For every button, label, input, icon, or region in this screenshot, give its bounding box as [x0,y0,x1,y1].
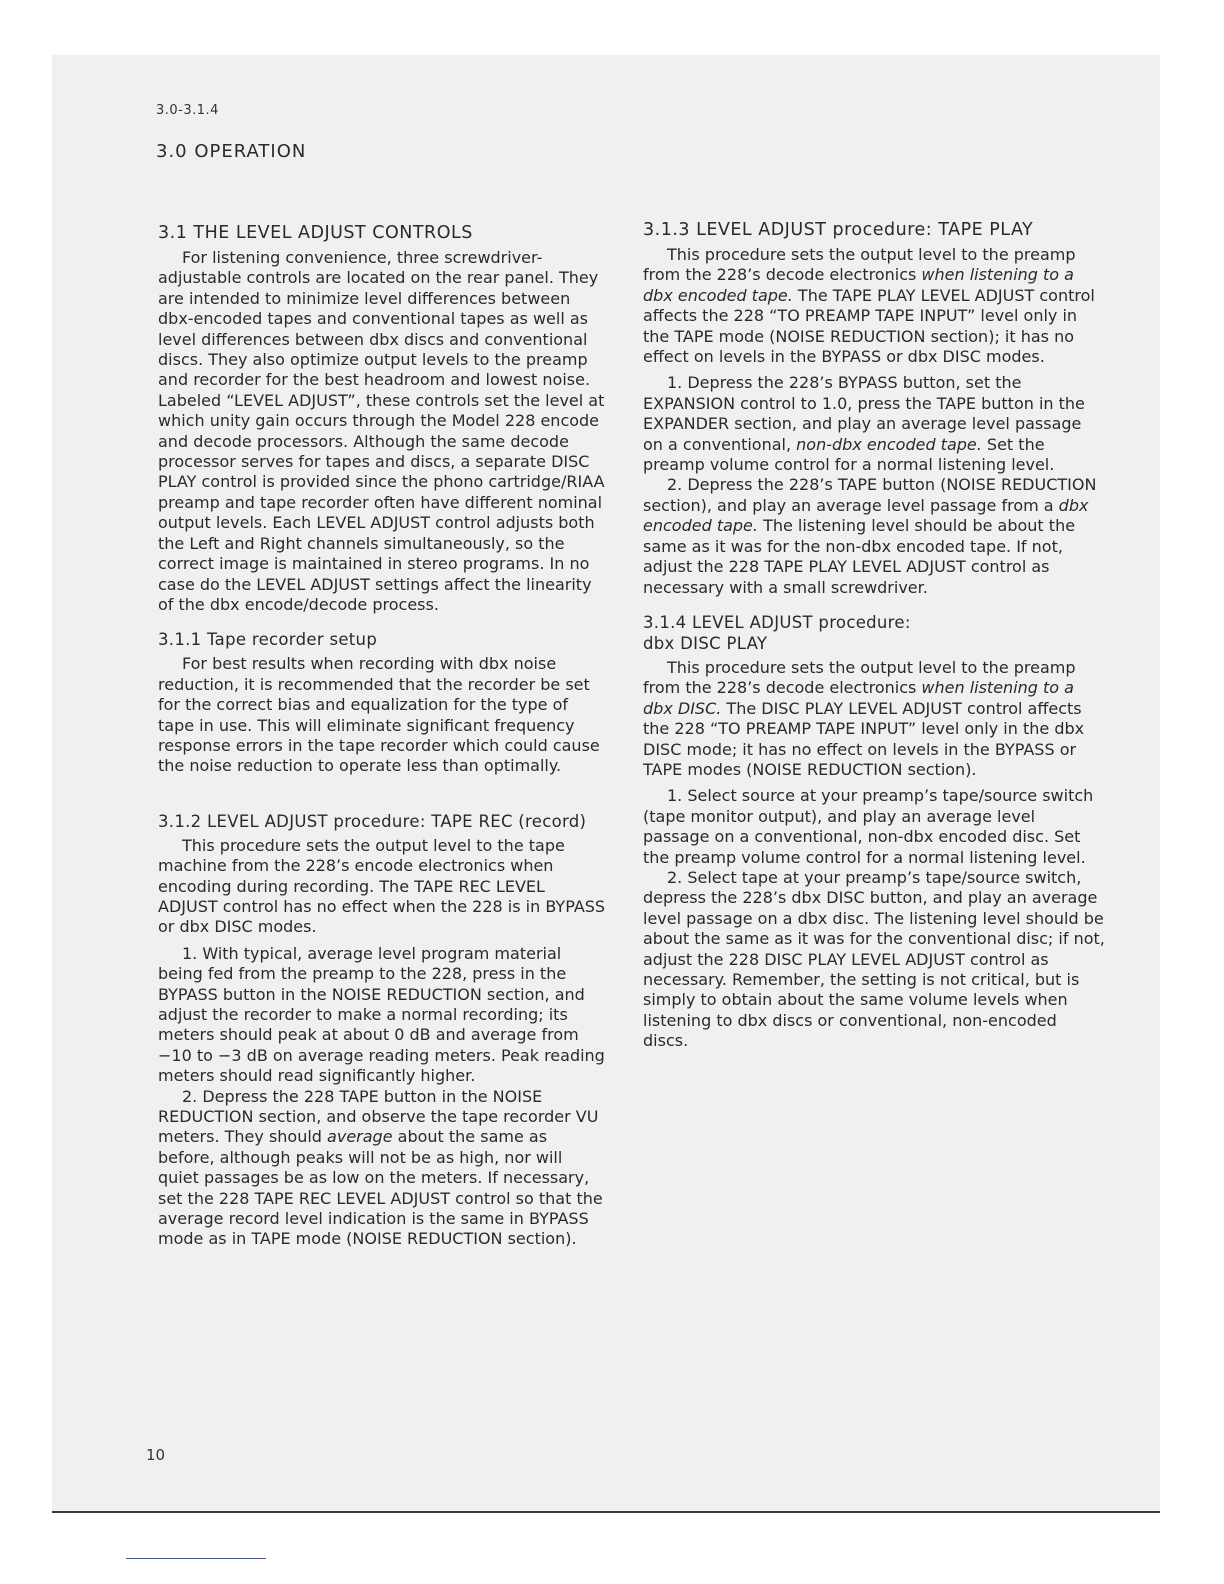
step-1-text-a: 1. Depress the 228’s BYPASS button, set the EXPANSION control to 1.0, press the TAPE button in the EXPANDER section, and play an average level passage on a conventional, [643,373,1085,454]
section-3-1-4-step-1: 1. Select source at your preamp’s tape/source switch (tape monitor output), and play an average level passage on a conventional, non-dbx encoded disc. Set the preamp volume control for a normal listening level. [643,786,1094,867]
paragraph-text-b: The TAPE PLAY LEVEL ADJUST control affects the 228 “TO PREAMP TAPE INPUT” level only in the TAPE mode (NOISE REDUCTION section); it has no effect on levels in the BYPASS or dbx DISC modes. [643,285,1095,367]
page-title: 3.0 OPERATION [156,141,307,162]
section-3-1 [158,222,608,615]
paragraph-text-b: The DISC PLAY LEVEL ADJUST control affects the 228 “TO PREAMP TAPE INPUT” level only in the dbx DISC mode; it has no effect on levels in the BYPASS or TAPE modes (NOISE REDUCTION section). [643,698,1085,779]
paragraph-emphasis: when listening to a dbx encoded tape. [643,265,1074,305]
section-3-1-2-step-1: 1. With typical, average level program material being fed from the preamp to the 228, press in the BYPASS button in the NOISE REDUCTION section, and adjust the recorder to make a normal recording; its meters should peak at about 0 dB and average from −10 to −3 dB on average reading meters. Peak reading meters should read significantly higher. [158,943,605,1086]
section-3-1-3-step-2 [643,475,1105,597]
step-1-emphasis: non-dbx encoded tape. [796,434,982,454]
step-2-text-b: The listening level should be about the same as it was for the non-dbx encoded tape. If not, adjust the 228 TAPE PLAY LEVEL ADJUST control as necessary with a small screwdriver. [643,516,1076,597]
section-3-1-3 [643,219,1105,598]
section-3-1-3-paragraph [643,245,1105,367]
right-column [643,219,1105,1052]
section-code: 3.0-3.1.4 [156,103,219,118]
step-1-text-b: Set the preamp volume control for a normal listening level. [643,434,1055,475]
step-2-emphasis: dbx encoded tape. [643,495,1089,536]
section-3-1-4-step-2: 2. Select tape at your preamp’s tape/source switch, depress the 228’s dbx DISC button, and play an average level passage on a dbx disc. The listening level should be about the same as it was for the conventional disc; if not, adjust the 228 DISC PLAY LEVEL ADJUST control as necessary. Remember, the setting is not critical, but is simply to obtain about the same volume levels when listening to dbx discs or conventional, non-encoded discs. [643,867,1105,1051]
heading-line-1: 3.1.4 LEVEL ADJUST procedure: [643,612,911,632]
page-bottom-rule [52,1511,1160,1513]
step-2-text-a: 2. Depress the 228’s TAPE button (NOISE REDUCTION section), and play an average level passage from a [643,475,1097,515]
section-3-1-2 [158,811,608,1250]
step-2-text-a: 2. Depress the 228 TAPE button in the NOISE REDUCTION section, and observe the tape recorder VU meters. They should [158,1086,599,1147]
section-3-1-paragraph: For listening convenience, three screwdriver-adjustable controls are located on the rear panel. They are intended to minimize level differences between dbx-encoded tapes and conventional tapes as well as level differences between dbx discs and conventional discs. They also optimize output levels to the preamp and recorder for the best headroom and lowest noise. Labeled “LEVEL ADJUST”, these controls set the level at which unity gain occurs through the Model 228 encode and decode processors. Although the same decode processor serves for tapes and discs, a separate DISC PLAY control is provided since the phono cartridge/RIAA preamp and tape recorder often have different nominal output levels. Each LEVEL ADJUST control adjusts both the Left and Right channels simultaneously, so the correct image is maintained in stereo programs. In no case do the LEVEL ADJUST settings affect the linearity of the dbx encode/decode process. [158,248,605,614]
paragraph-emphasis: when listening to a dbx DISC. [643,678,1074,718]
section-3-1-2-heading: 3.1.2 LEVEL ADJUST procedure: TAPE REC (record) [158,811,587,831]
section-3-1-heading: 3.1 THE LEVEL ADJUST CONTROLS [158,223,473,243]
paragraph-text-a: This procedure sets the output level to the preamp from the 228’s decode electronics [643,245,1076,285]
left-column [158,222,608,1250]
heading-line-2: dbx DISC PLAY [643,633,768,653]
section-3-1-1-heading: 3.1.1 Tape recorder setup [158,630,378,650]
section-3-1-4-heading [643,612,1105,654]
paragraph-text-a: This procedure sets the output level to the preamp from the 228’s decode electronics [643,657,1076,698]
section-3-1-4 [643,612,1105,1052]
step-2-emphasis: average [327,1127,393,1147]
section-3-1-2-paragraph: This procedure sets the output level to the tape machine from the 228’s encode electronics when encoding during recording. The TAPE REC LEVEL ADJUST control has no effect when the 228 is in BYPASS or dbx DISC modes. [158,835,606,937]
page-number: 10 [146,1446,166,1464]
section-3-1-4-paragraph [643,658,1105,780]
step-2-text-b: about the same as before, although peaks will not be as high, nor will quiet passages be as low on the meters. If necessary, set the 228 TAPE REC LEVEL ADJUST control so that the average record level indication is the same in BYPASS mode as in TAPE mode (NOISE REDUCTION section). [158,1127,603,1249]
scan-artifact-line [126,1558,266,1559]
section-3-1-3-step-1 [643,373,1105,475]
section-3-1-1-paragraph: For best results when recording with dbx noise reduction, it is recommended that the recorder be set for the correct bias and equalization for the type of tape in use. This will eliminate significant frequency response errors in the tape recorder which could cause the noise reduction to operate less than optimally. [158,654,600,776]
section-3-1-1 [158,629,608,776]
section-3-1-3-heading: 3.1.3 LEVEL ADJUST procedure: TAPE PLAY [643,220,1034,240]
section-3-1-2-step-2 [158,1087,608,1250]
